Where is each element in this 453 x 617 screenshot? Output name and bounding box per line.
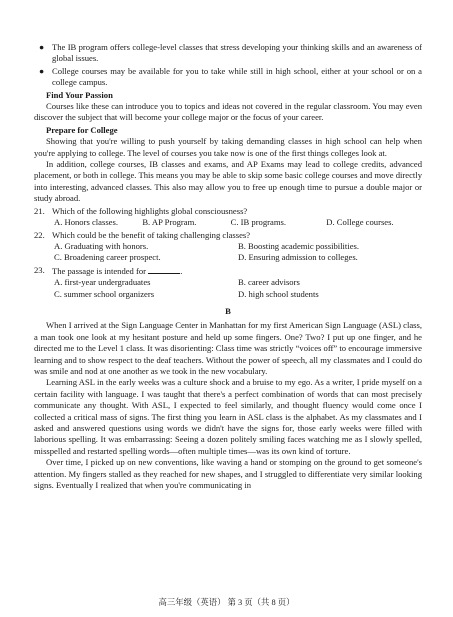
answer-options — [34, 289, 422, 300]
page-footer: 高三年级（英语） 第 3 页（共 8 页） — [158, 598, 295, 607]
question-stem — [34, 230, 422, 241]
answer-option[interactable]: C. IB programs. — [230, 217, 287, 228]
bullet-item — [34, 66, 422, 89]
answer-option[interactable]: B. Boosting academic possibilities. — [238, 240, 360, 251]
bullet-text: College courses may be available for you to take while still in high school, either at your school or on a college campus. — [52, 65, 422, 88]
paragraph: Showing that you're willing to push yourself by taking demanding classes in high school can help when you're applying to college. The level of courses you take now is one of the first things colleges look at. — [34, 136, 422, 158]
question-23 — [34, 265, 422, 300]
answer-option[interactable]: C. Broadening career prospect. — [54, 252, 161, 263]
question-21 — [34, 206, 422, 229]
answer-blank — [148, 265, 183, 276]
question-text: Which could be the benefit of taking challenging classes? — [52, 229, 251, 240]
answer-options — [34, 277, 422, 288]
question-text-end: . — [180, 265, 183, 276]
answer-option[interactable]: D. high school students — [238, 288, 319, 299]
answer-options — [34, 241, 422, 252]
answer-option[interactable]: B. career advisors — [238, 277, 300, 288]
question-stem — [34, 206, 422, 217]
paragraph: Learning ASL in the early weeks was a culture shock and a bruise to my ego. As a writer, I pride myself on a certain facility with language. I was taught that there's a perfect combination of words that can most precisely communicate any thought. With ASL, I expected to feel similarly, and thought fluency would come once I collected a critical mass of signs. The first thing you learn in ASL class is the alphabet. As my classmates and I asked and answered questions using words we didn't have the signs for, those early weeks were filled with laborious spelling. It was embarrassing: Seeing a dozen politely smiling faces watching me as I slowly spelled, misspelled and restarted spelling words—often multiple times—was its own kind of torture. — [34, 377, 422, 456]
bullet-item — [34, 42, 422, 65]
bullet-dot-icon: ● — [39, 42, 45, 52]
paragraph: In addition, college courses, IB classes and exams, and AP Exams may lead to college credits, advanced placement, or both in college. This means you may be able to skip some basic college courses and move directly into interesting, advanced classes. This also may allow you to free up enough time to pursue a double major or study abroad. — [34, 159, 422, 204]
question-text: Which of the following highlights global consciousness? — [52, 205, 248, 216]
answer-option[interactable]: A. Honors classes. — [54, 217, 118, 228]
question-22 — [34, 230, 422, 264]
answer-option[interactable]: B. AP Program. — [142, 217, 197, 228]
question-stem — [34, 265, 422, 277]
section-heading-prepare-college: Prepare for College — [46, 124, 118, 135]
answer-option[interactable]: D. College courses. — [326, 217, 394, 228]
question-text: The passage is intended for — [52, 265, 147, 276]
section-label: B — [225, 305, 231, 316]
answer-option[interactable]: A. first-year undergraduates — [54, 277, 151, 288]
question-number: 23. — [34, 264, 45, 275]
answer-options — [34, 252, 422, 263]
page-content — [34, 42, 422, 491]
question-number: 22. — [34, 229, 45, 240]
paragraph: Over time, I picked up on new conventions, like waving a hand or stomping on the ground to get someone's attention. My fingers stalled as they reached for new shapes, and I struggled to differentiate very similar looking signs. Eventually I realized that when you're communicating in — [34, 457, 422, 491]
paragraph: When I arrived at the Sign Language Center in Manhattan for my first American Sign Language (ASL) class, a man took one look at my hesitant posture and held up some fingers. One? Two? I put up one finger, and he directed me to the Level 1 class. It was disorienting: Class time was strictly “voices off” to encourage immersive learning and to show respect to the deaf teachers. Without the power of speech, all my classmates and I could do was smile and nod at one another as we took in the new vocabulary. — [34, 320, 422, 376]
bullet-dot-icon: ● — [39, 65, 45, 76]
question-number: 21. — [34, 205, 45, 216]
paragraph: Courses like these can introduce you to topics and ideas not covered in the regular classroom. You may even discover the subject that will become your college major or the focus of your career. — [34, 101, 422, 123]
answer-option[interactable]: C. summer school organizers — [54, 288, 155, 299]
answer-option[interactable]: D. Ensuring admission to colleges. — [238, 252, 358, 263]
answer-option[interactable]: A. Graduating with honors. — [54, 240, 149, 251]
bullet-text: The IB program offers college-level classes that stress developing your thinking skills and an awareness of global issues. — [52, 42, 422, 64]
answer-options — [34, 217, 422, 228]
section-heading-find-passion: Find Your Passion — [46, 89, 113, 100]
